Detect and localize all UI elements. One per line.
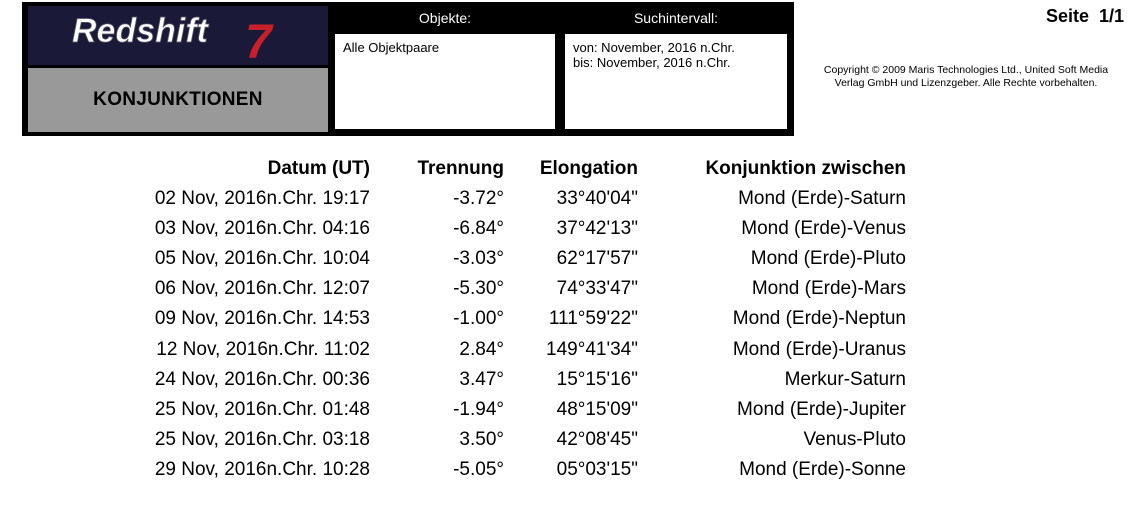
cell-elongation: 111°59'22": [548, 308, 638, 330]
cell-trennung: -5.05°: [453, 458, 504, 480]
cell-konjunktion: Mond (Erde)-Uranus: [732, 338, 906, 360]
cell-elongation: 33°40'04": [556, 188, 638, 210]
report-header: [22, 2, 794, 136]
objects-panel-heading: Objekte:: [418, 10, 472, 26]
cell-konjunktion: Mond (Erde)-Pluto: [750, 248, 906, 270]
logo-version-number: 7: [245, 16, 272, 65]
column-header-datum: Datum (UT): [267, 158, 370, 179]
cell-elongation: 15°15'16": [556, 368, 638, 390]
search-interval-to: bis: November, 2016 n.Chr.: [573, 55, 731, 70]
column-header-elongation: Elongation: [539, 158, 638, 179]
report-title: KONJUNKTIONEN: [93, 89, 263, 110]
page-value: 1/1: [1098, 6, 1124, 26]
cell-elongation: 48°15'09": [556, 398, 638, 420]
cell-trennung: 3.47°: [459, 368, 504, 390]
cell-datum: 03 Nov, 2016n.Chr. 04:16: [154, 218, 370, 240]
search-interval-from: von: November, 2016 n.Chr.: [573, 40, 735, 55]
table-header-row: [130, 154, 906, 184]
cell-trennung: -3.03°: [453, 248, 504, 270]
objects-value: Alle Objektpaare: [343, 40, 440, 55]
report-title-box: [28, 68, 328, 132]
cell-konjunktion: Merkur-Saturn: [784, 368, 906, 390]
cell-elongation: 74°33'47": [556, 278, 638, 300]
table-row: [130, 455, 906, 485]
search-interval-body: [565, 34, 787, 129]
cell-konjunktion: Mond (Erde)-Neptun: [732, 308, 906, 330]
cell-konjunktion: Mond (Erde)-Jupiter: [737, 398, 906, 420]
cell-konjunktion: Mond (Erde)-Saturn: [738, 188, 906, 210]
cell-elongation: 05°03'15": [556, 458, 638, 480]
cell-datum: 06 Nov, 2016n.Chr. 12:07: [154, 278, 370, 300]
table-row: [130, 425, 906, 455]
search-interval-heading: Suchintervall:: [633, 10, 719, 26]
table-row: [130, 395, 906, 425]
logo-wordmark: Redshift: [72, 12, 208, 50]
cell-trennung: 3.50°: [459, 428, 504, 450]
search-interval-panel: [562, 6, 790, 132]
table-row: [130, 274, 906, 304]
conjunctions-table: [130, 154, 906, 485]
cell-elongation: 149°41'34": [546, 338, 638, 360]
page-indicator: [1046, 6, 1124, 27]
cell-trennung: 2.84°: [459, 338, 504, 360]
cell-trennung: -5.30°: [453, 278, 504, 300]
cell-konjunktion: Mond (Erde)-Mars: [751, 278, 906, 300]
cell-elongation: 62°17'57": [556, 248, 638, 270]
cell-trennung: -1.00°: [453, 308, 504, 330]
cell-konjunktion: Mond (Erde)-Sonne: [739, 458, 906, 480]
objects-panel: [332, 6, 558, 132]
cell-datum: 09 Nov, 2016n.Chr. 14:53: [154, 308, 370, 330]
redshift-logo: [28, 6, 328, 65]
cell-trennung: -6.84°: [453, 218, 504, 240]
table-row: [130, 334, 906, 364]
table-row: [130, 184, 906, 214]
cell-datum: 05 Nov, 2016n.Chr. 10:04: [154, 248, 370, 270]
cell-trennung: -1.94°: [453, 398, 504, 420]
objects-panel-body: [335, 34, 555, 129]
cell-datum: 25 Nov, 2016n.Chr. 01:48: [154, 398, 370, 420]
table-row: [130, 214, 906, 244]
page-label: Seite: [1045, 6, 1089, 26]
copyright-notice: [796, 64, 1136, 90]
cell-konjunktion: Mond (Erde)-Venus: [741, 218, 906, 240]
column-header-trennung: Trennung: [417, 158, 504, 179]
cell-datum: 29 Nov, 2016n.Chr. 10:28: [154, 458, 370, 480]
table-row: [130, 244, 906, 274]
cell-konjunktion: Venus-Pluto: [803, 428, 906, 450]
table-row: [130, 365, 906, 395]
cell-trennung: -3.72°: [453, 188, 504, 210]
table-row: [130, 304, 906, 334]
cell-datum: 12 Nov, 2016n.Chr. 11:02: [156, 338, 370, 360]
cell-datum: 25 Nov, 2016n.Chr. 03:18: [154, 428, 370, 450]
copyright-line-1: Copyright © 2009 Maris Technologies Ltd., United Soft Media: [823, 64, 1109, 76]
cell-elongation: 37°42'13": [556, 218, 638, 240]
cell-elongation: 42°08'45": [556, 428, 638, 450]
column-header-konjunktion: Konjunktion zwischen: [705, 158, 906, 179]
copyright-line-2: Verlag GmbH und Lizenzgeber. Alle Rechte vorbehalten.: [834, 77, 1098, 89]
cell-datum: 24 Nov, 2016n.Chr. 00:36: [154, 368, 370, 390]
cell-datum: 02 Nov, 2016n.Chr. 19:17: [154, 188, 370, 210]
